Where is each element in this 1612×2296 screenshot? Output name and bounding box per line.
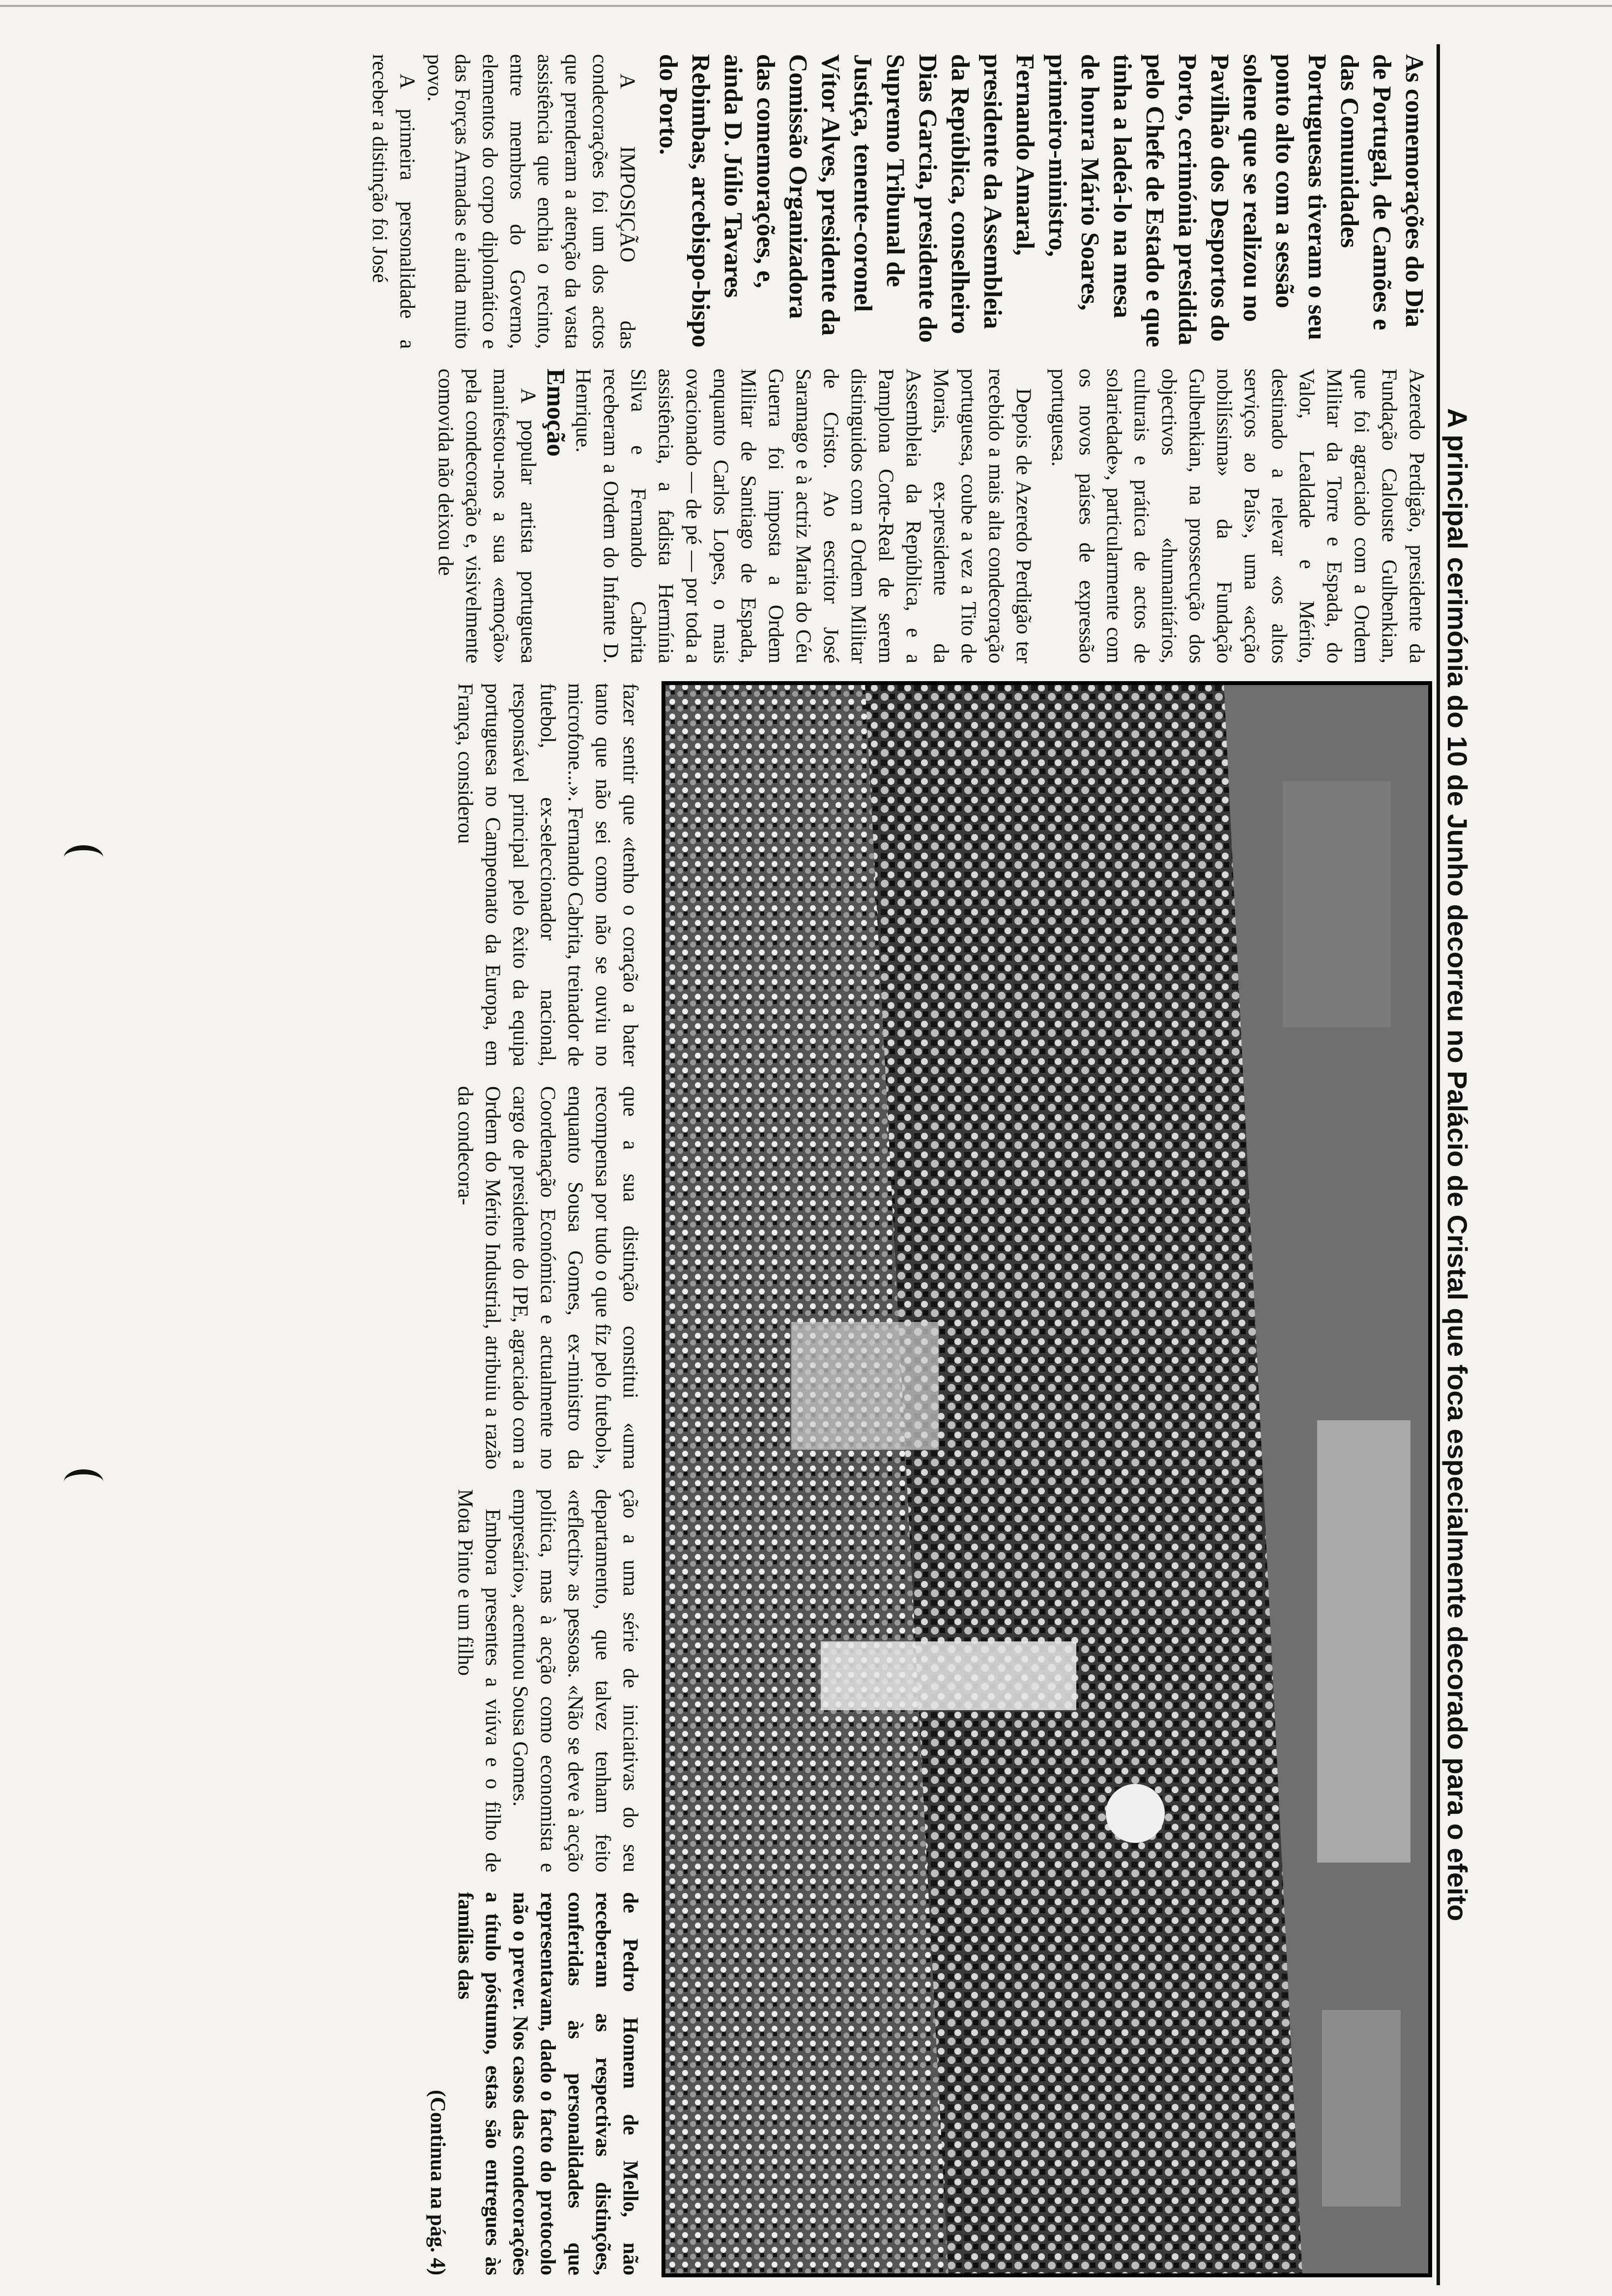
article-paragraph: Azeredo Perdigão, presidente da Fundação Calouste Gulbenkian, que foi agraciado com a Ordem Militar da Torre e Espada, do Valor, Lealdade e Mérito, destinado a relevar «os altos serviços ao País», uma «acção nobilíssima» da Fundação Gulbenkian, na prossecução dos objectivos «humanitários, culturais e prática de actos de solariedade», particularmente com os novos países de expressão portuguesa.: [1047, 369, 1428, 663]
article-paragraph: A primeira personalidade a receber a distinção foi José: [368, 54, 419, 349]
article-column-6: [378, 1892, 644, 2275]
article-lead: As comemorações do Dia de Portugal, de Camões e das Comunidades Portuguesas tiveram o seu ponto alto com a sessão solene que se realizou no Pavilhão dos Desportos do Porto, cerimónia presidida pelo Chefe de Estado e que tinha a ladeá-lo na mesa de honra Mário Soares, primeiro-ministro, Fernando Amaral, presidente da Assembleia da República, conselheiro Dias Garcia, presidente do Supremo Tribunal de Justiça, tenente-coronel Vítor Alves, presidente da Comissão Organizadora das comemorações, e, ainda D. Júlio Tavares Rebimbas, arcebispo-bispo do Porto.: [654, 54, 1428, 348]
article-paragraph: Embora presentes a viúva e o filho de Mota Pinto e um filho: [454, 1489, 504, 1872]
article-column-3: [378, 683, 644, 1066]
article-column-1: [368, 54, 1430, 349]
article-paragraph: A popular artista portuguesa manifestou-nos a sua «emoção» pela condecoração e, visivelmente comovida não deixou de: [434, 369, 540, 663]
margin-mark-upper: [64, 845, 103, 870]
continued-on-page: (Continua na pág. 4): [426, 2090, 449, 2275]
article-column-5: [378, 1489, 644, 1872]
ceremony-photo: [663, 683, 1430, 2275]
scan-edge-top: [0, 5, 1612, 7]
article-paragraph: fazer sentir que «tenho o coração a bater tanto que não sei como não se ouviu no microfone...». Fernando Cabrita, treinador de futebol, ex-seleccionador nacional, responsável principal pelo êxito da equipa portuguesa no Campeonato da Europa, em França, considerou: [454, 683, 642, 1066]
ceremony-photo-image: [663, 683, 1430, 2275]
article-subheading: Emoção: [542, 369, 570, 457]
newspaper-clipping: [368, 44, 1474, 2285]
article-paragraph: A IMPOSIÇÃO das condecorações foi um dos actos que prenderam a atenção da vasta assistência que enchia o recinto, entre membros do Governo, elementos do corpo diplomático e das Forças Armadas e ainda muito povo.: [423, 54, 639, 349]
article-paragraph: de Pedro Homem de Mello, não receberam as respectivas distinções, conferidas às personalidades que representavam, dado o facto do protocolo não o prever. Nos casos das condecorações a título póstumo, estas são entregues às famílias das: [454, 1892, 642, 2275]
photo-caption: A principal cerimónia do 10 de Junho decorreu no Palácio de Cristal que foca especialmente decorado para o efeito: [1437, 44, 1474, 2285]
article-paragraph: que a sua distinção constitui «uma recompensa por tudo o que fiz pelo futebol», enquanto Sousa Gomes, ex-ministro da Coordenação Económica e actualmente no cargo de presidente do IPE, agraciado com a Ordem do Mérito Industrial, atribuiu a razão da condecora-: [454, 1086, 642, 1469]
article-paragraph: ção a uma série de iniciativas do seu departamento, que talvez tenham feito «reflectir» as pessoas. «Não se deve à acção política, mas à acção como economista e empresário», acentuou Sousa Gomes.: [509, 1489, 642, 1872]
margin-mark-lower: [64, 1469, 103, 1494]
article-column-2: [378, 369, 1430, 663]
article-paragraph: Depois de Azeredo Perdigão ter recebido a mais alta condecoração portuguesa, coube a vez a Tito de Morais, ex-presidente da Assembleia da República, e a Pamplona Corte-Real de serem distinguidos com a Ordem Militar de Cristo. Ao escritor José Saramago e à actriz Maria do Céu Guerra foi imposta a Ordem Militar de Santiago de Espada, enquanto Carlos Lopes, o mais ovacionado — de pé — por toda a assistência, a fadista Hermínia Silva e Fernando Cabrita receberam a Ordem do Infante D. Henrique.: [572, 369, 1035, 663]
article-column-4: [378, 1086, 644, 1469]
